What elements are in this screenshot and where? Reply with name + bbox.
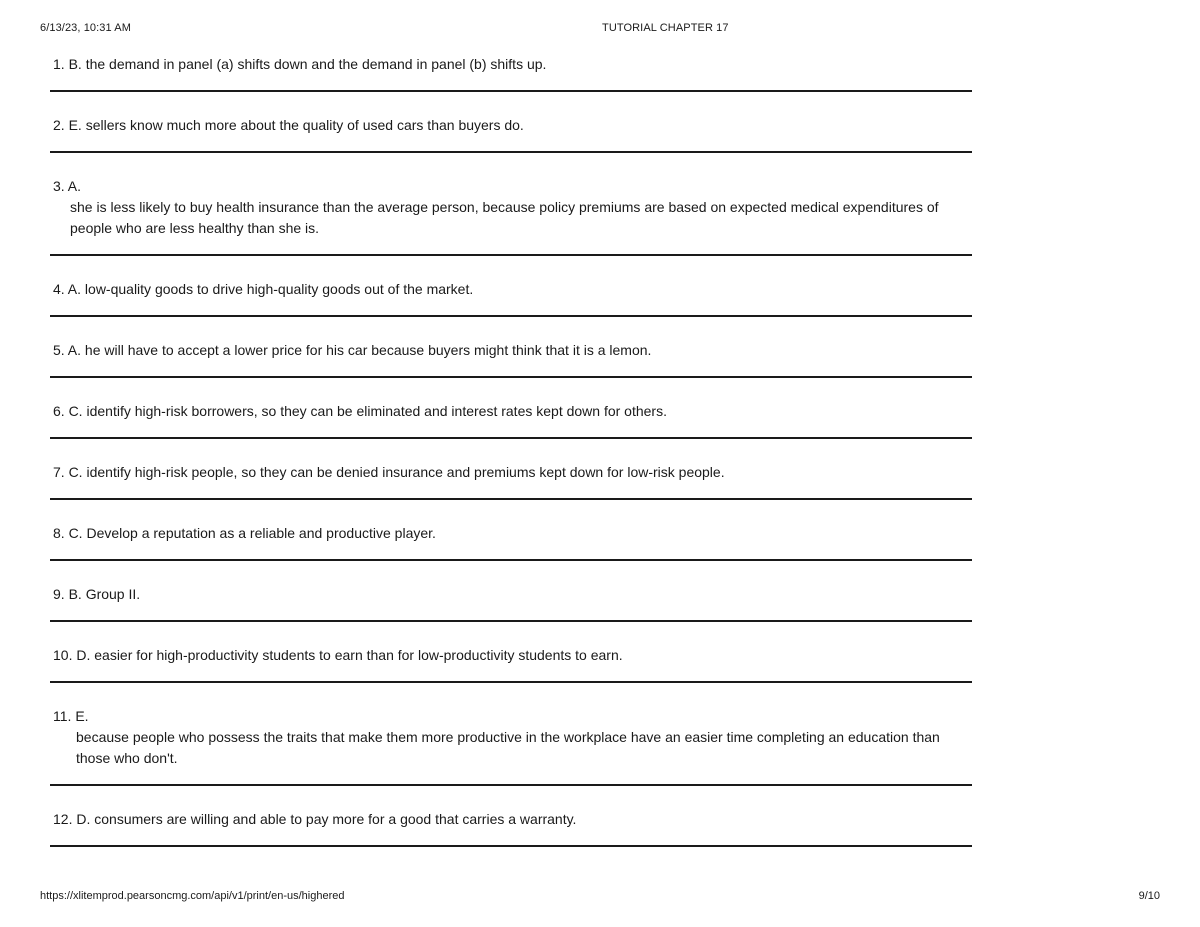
answer-number: 2. E. (53, 117, 82, 133)
answer-text: easier for high-productivity students to earn than for low-productivity students to earn. (94, 647, 623, 663)
answer-item-12 (50, 805, 972, 847)
answer-item-10 (50, 641, 972, 683)
answer-number: 12. D. (53, 811, 91, 827)
answer-number: 5. A. (53, 342, 82, 358)
answer-item-11 (50, 702, 972, 786)
answer-text: identify high-risk borrowers, so they can be eliminated and interest rates kept down for others. (86, 403, 667, 419)
answer-text: he will have to accept a lower price for his car because buyers might think that it is a lemon. (84, 342, 652, 358)
answer-item-4 (50, 275, 972, 317)
answer-text: Group II. (85, 586, 141, 602)
answer-item-7 (50, 458, 972, 500)
answer-item-6 (50, 397, 972, 439)
page-number: 9/10 (1138, 890, 1160, 902)
print-header (40, 22, 1160, 38)
answer-number: 11. E. (53, 708, 89, 724)
answer-number: 1. B. (53, 56, 82, 72)
answer-number: 9. B. (53, 586, 82, 602)
answer-number: 4. A. (53, 281, 82, 297)
answer-number: 3. A. (53, 178, 82, 194)
answer-item-3 (50, 172, 972, 256)
answer-item-2 (50, 111, 972, 153)
document-title: TUTORIAL CHAPTER 17 (602, 22, 729, 34)
answer-number: 10. D. (53, 647, 91, 663)
source-url: https://xlitemprod.pearsoncmg.com/api/v1/print/en-us/highered (40, 890, 345, 902)
answer-item-1 (50, 50, 972, 92)
answer-text: sellers know much more about the quality of used cars than buyers do. (85, 117, 524, 133)
answer-text: consumers are willing and able to pay more for a good that carries a warranty. (94, 811, 577, 827)
answer-item-9 (50, 580, 972, 622)
answer-item-8 (50, 519, 972, 561)
print-footer (40, 890, 1160, 906)
answer-item-5 (50, 336, 972, 378)
answer-number: 6. C. (53, 403, 83, 419)
answer-text: low-quality goods to drive high-quality goods out of the market. (84, 281, 474, 297)
answer-text: the demand in panel (a) shifts down and the demand in panel (b) shifts up. (85, 56, 547, 72)
print-datetime: 6/13/23, 10:31 AM (40, 22, 131, 34)
answer-text: identify high-risk people, so they can be denied insurance and premiums kept down for low-risk people. (86, 464, 725, 480)
answer-text: she is less likely to buy health insurance than the average person, because policy premiums are based on expected medical expenditures of people who are less healthy than she is. (70, 199, 939, 236)
answer-text: because people who possess the traits that make them more productive in the workplace have an easier time completing an education than those who don't. (76, 729, 940, 766)
answer-number: 7. C. (53, 464, 83, 480)
answer-number: 8. C. (53, 525, 83, 541)
answer-list (50, 50, 972, 866)
answer-text: Develop a reputation as a reliable and productive player. (86, 525, 436, 541)
